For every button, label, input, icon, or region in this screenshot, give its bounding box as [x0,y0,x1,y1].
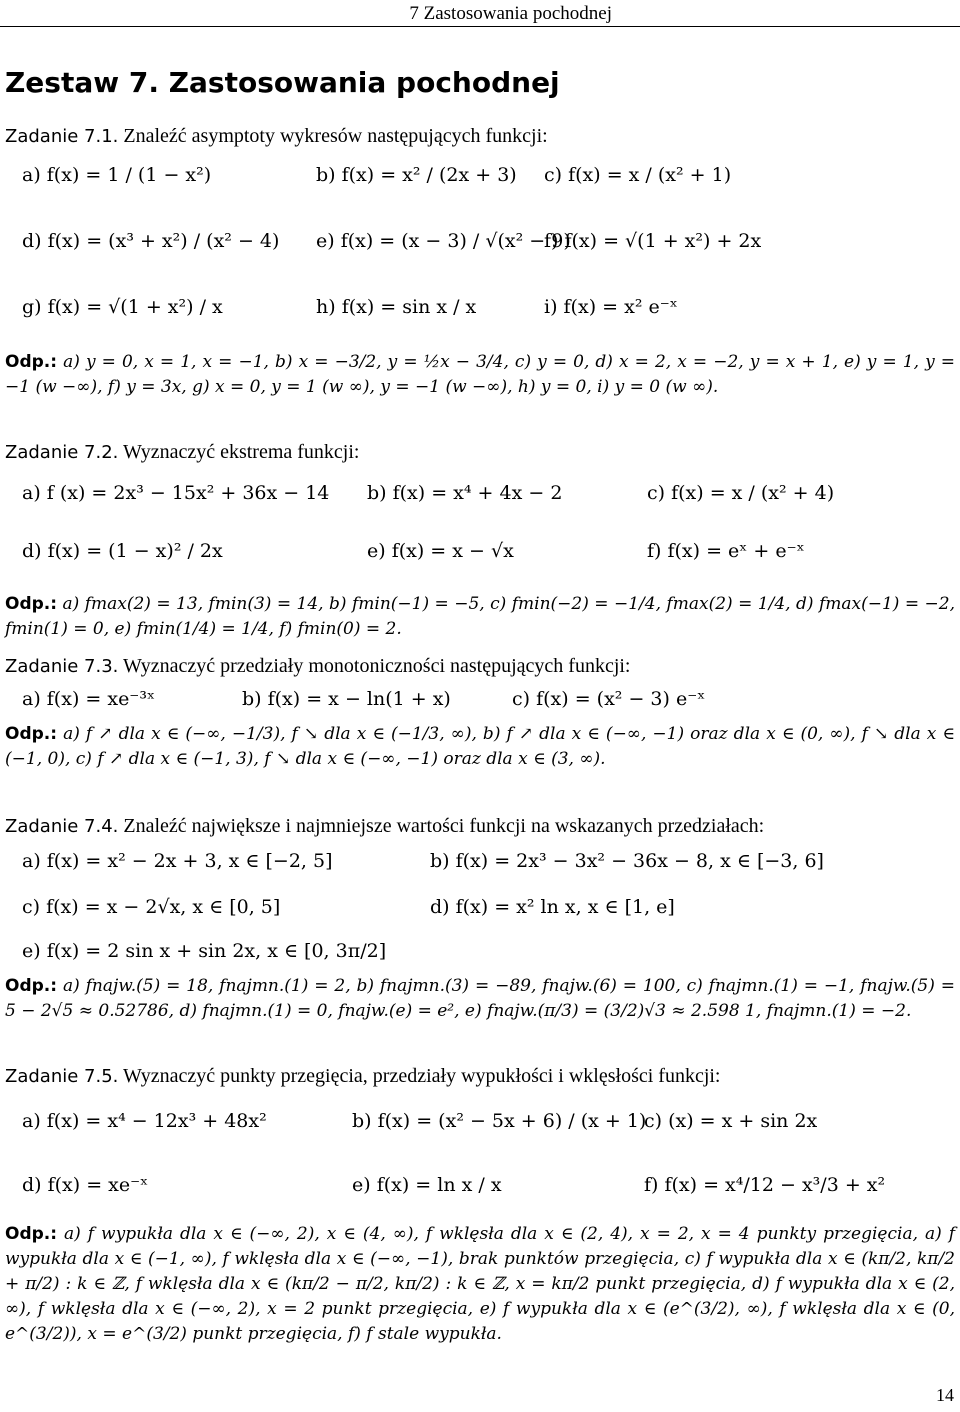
formula-f: f) f(x) = √(1 + x²) + 2x [544,230,762,252]
answer-text: a) fnajw.(5) = 18, fnajmn.(1) = 2, b) fnajmn.(3) = −89, fnajw.(6) = 100, c) fnajmn.(1) = −1, fnajw.(5) = 5 − 2√5 ≈ 0.52786, d) fnajmn.(1) = 0, fnajw.(e) = e², e) fnajw.(π/3) = (3/2)√3 ≈ 2.598 1, fnajmn.(1) = −2. [5,976,955,1021]
formula-a: a) f(x) = 1 / (1 − x²) [22,164,212,186]
formula-d: d) f(x) = xe⁻ˣ [22,1174,149,1196]
formula-row [22,1172,885,1200]
formula-d: d) f(x) = x² ln x, x ∈ [1, e] [430,896,675,918]
problem-label: Zadanie 7.4. [5,816,119,837]
problem-label: Zadanie 7.3. [5,656,119,677]
formula-c: c) f(x) = x / (x² + 4) [647,482,835,504]
formula-row [22,480,834,508]
formula-b: b) f(x) = x⁴ + 4x − 2 [367,482,563,504]
problem-7-3-heading [5,652,955,681]
formula-row [22,294,678,322]
answer-label: Odp.: [5,594,58,614]
formula-row [22,162,731,190]
formula-c: c) f(x) = x / (x² + 1) [544,164,732,186]
formula-c: c) (x) = x + sin 2x [644,1110,818,1132]
formula-a: a) f(x) = x² − 2x + 3, x ∈ [−2, 5] [22,850,333,872]
formula-row [22,538,805,566]
page-number: 14 [936,1384,954,1405]
formula-row [22,894,675,922]
problem-7-4-heading [5,812,955,841]
answer-label: Odp.: [5,352,58,372]
formula-a: a) f (x) = 2x³ − 15x² + 36x − 14 [22,482,330,504]
formula-row [22,686,705,714]
answer-text: a) fmax(2) = 13, fmin(3) = 14, b) fmin(−1) = −5, c) fmin(−2) = −1/4, fmax(2) = 1/4, d) fmax(−1) = −2, fmin(1) = 0, e) fmin(1/4) = 1/4, f) fmin(0) = 2. [5,594,955,639]
problem-prompt: Wyznaczyć przedziały monotoniczności następujących funkcji: [123,655,631,677]
answer-text: a) f ↗ dla x ∈ (−∞, −1/3), f ↘ dla x ∈ (−1/3, ∞), b) f ↗ dla x ∈ (−∞, −1) oraz dla x ∈ (0, ∞), f ↘ dla x ∈ (−1, 0), c) f ↗ dla x ∈ (−1, 3), f ↘ dla x ∈ (−∞, −1) oraz dla x ∈ (3, ∞). [5,724,956,769]
formula-a: a) f(x) = xe⁻³ˣ [22,688,156,710]
formula-d: d) f(x) = (x³ + x²) / (x² − 4) [22,230,280,252]
problem-prompt: Znaleźć największe i najmniejsze wartości funkcji na wskazanych przedziałach: [123,815,765,837]
answer-7-3 [5,722,955,772]
problem-prompt: Znaleźć asymptoty wykresów następujących funkcji: [123,125,548,147]
formula-e: e) f(x) = x − √x [367,540,514,562]
problem-label: Zadanie 7.2. [5,442,119,463]
formula-b: b) f(x) = (x² − 5x + 6) / (x + 1) [352,1110,647,1132]
problem-7-1-heading [5,122,955,151]
answer-label: Odp.: [5,1224,58,1244]
answer-text: a) f wypukła dla x ∈ (−∞, 2), x ∈ (4, ∞), f wklęsła dla x ∈ (2, 4), x = 2, x = 4 punkty przegięcia, a) f wypukła dla x ∈ (−1, ∞), f wklęsła dla x ∈ (−∞, −1), brak punktów przegięcia, c) f wypukła dla x ∈ (kπ/2, kπ/2 + π/2) : k ∈ ℤ, f wklęsła dla x ∈ (kπ/2 − π/2, kπ/2) : k ∈ ℤ, x = kπ/2 punkt przegięcia, d) f wypukła dla x ∈ (2, ∞), f wklęsła dla x ∈ (−∞, 2), x = 2 punkt przegięcia, e) f wypukła dla x ∈ (e^(3/2), ∞), f wklęsła dla x ∈ (0, e^(3/2)), x = e^(3/2) punkt przegięcia, f) f stale wypukła. [5,1224,955,1344]
answer-label: Odp.: [5,724,58,744]
formula-c: c) f(x) = (x² − 3) e⁻ˣ [512,688,706,710]
answer-7-1 [5,350,955,400]
formula-e: e) f(x) = 2 sin x + sin 2x, x ∈ [0, 3π/2] [22,940,387,962]
formula-row [22,1108,817,1136]
formula-b: b) f(x) = 2x³ − 3x² − 36x − 8, x ∈ [−3, 6] [430,850,824,872]
answer-text: a) y = 0, x = 1, x = −1, b) x = −3/2, y = ½x − 3/4, c) y = 0, d) x = 2, x = −2, y = x + 1, e) y = 1, y = −1 (w −∞), f) y = 3x, g) x = 0, y = 1 (w ∞), y = −1 (w −∞), h) y = 0, i) y = 0 (w ∞). [5,352,956,397]
formula-e: e) f(x) = ln x / x [352,1174,502,1196]
formula-f: f) f(x) = x⁴/12 − x³/3 + x² [644,1174,886,1196]
formula-row [22,848,824,876]
answer-label: Odp.: [5,976,58,996]
answer-7-2 [5,592,955,642]
header-rule [0,26,960,27]
problem-prompt: Wyznaczyć punkty przegięcia, przedziały wypukłości i wklęsłości funkcji: [123,1065,721,1087]
formula-row [22,938,386,966]
running-header: 7 Zastosowania pochodnej [409,3,612,24]
formula-e: e) f(x) = (x − 3) / √(x² − 9) [316,230,571,252]
formula-i: i) f(x) = x² e⁻ˣ [544,296,678,318]
page-title: Zestaw 7. Zastosowania pochodnej [5,66,560,99]
problem-7-2-heading [5,438,955,467]
formula-g: g) f(x) = √(1 + x²) / x [22,296,223,318]
answer-7-4 [5,974,955,1024]
problem-7-5-heading [5,1062,955,1091]
formula-b: b) f(x) = x² / (2x + 3) [316,164,517,186]
formula-c: c) f(x) = x − 2√x, x ∈ [0, 5] [22,896,281,918]
problem-label: Zadanie 7.5. [5,1066,119,1087]
formula-h: h) f(x) = sin x / x [316,296,477,318]
answer-7-5 [5,1222,955,1347]
formula-f: f) f(x) = eˣ + e⁻ˣ [647,540,805,562]
formula-a: a) f(x) = x⁴ − 12x³ + 48x² [22,1110,267,1132]
problem-prompt: Wyznaczyć ekstrema funkcji: [123,441,360,463]
formula-d: d) f(x) = (1 − x)² / 2x [22,540,223,562]
formula-b: b) f(x) = x − ln(1 + x) [242,688,451,710]
problem-label: Zadanie 7.1. [5,126,119,147]
formula-row [22,228,761,256]
